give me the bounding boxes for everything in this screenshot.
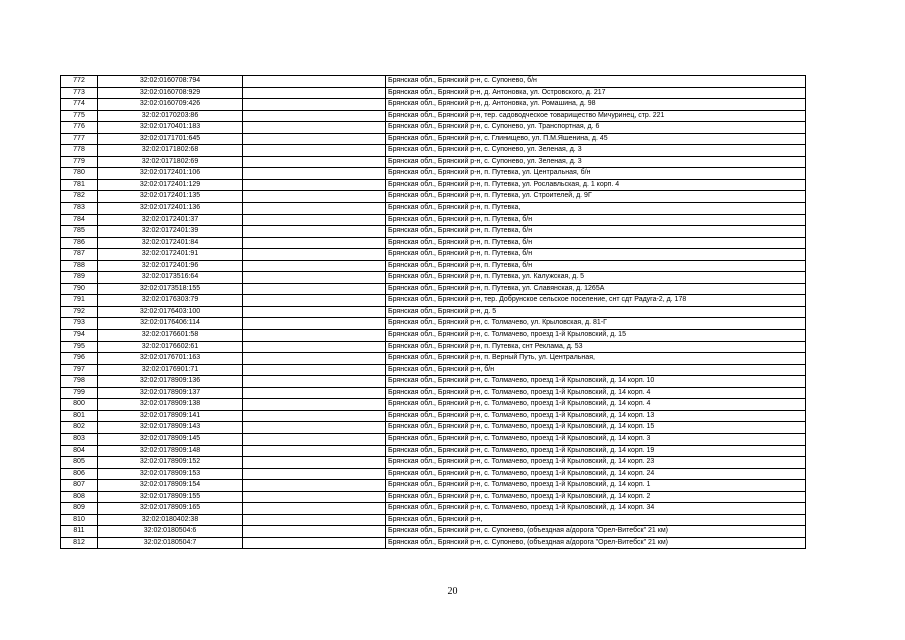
row-number-cell: 810 — [61, 514, 98, 526]
address-cell: Брянская обл., Брянский р-н, п. Путевка, б/н — [386, 226, 806, 238]
address-cell: Брянская обл., Брянский р-н, п. Путевка, б/н — [386, 260, 806, 272]
empty-cell — [243, 87, 386, 99]
empty-cell — [243, 422, 386, 434]
table-row — [61, 341, 806, 353]
table-row — [61, 457, 806, 469]
row-number-cell: 773 — [61, 87, 98, 99]
row-number-cell: 805 — [61, 457, 98, 469]
address-cell: Брянская обл., Брянский р-н, с. Супонево, ул. Транспортная, д. 6 — [386, 122, 806, 134]
row-number-cell: 786 — [61, 237, 98, 249]
address-cell: Брянская обл., Брянский р-н, п. Путевка, ул. Центральная, б/н — [386, 168, 806, 180]
table-row — [61, 283, 806, 295]
row-number-cell: 802 — [61, 422, 98, 434]
empty-cell — [243, 468, 386, 480]
cadastral-number-cell: 32:02:0180402:38 — [98, 514, 243, 526]
table-row — [61, 399, 806, 411]
empty-cell — [243, 191, 386, 203]
table-row — [61, 468, 806, 480]
address-cell: Брянская обл., Брянский р-н, с. Толмачево, проезд 1-й Крыловский, д. 14 корп. 4 — [386, 387, 806, 399]
table-row — [61, 237, 806, 249]
cadastral-number-cell: 32:02:0178909:153 — [98, 468, 243, 480]
cadastral-number-cell: 32:02:0178909:136 — [98, 376, 243, 388]
empty-cell — [243, 457, 386, 469]
cadastral-number-cell: 32:02:0172401:96 — [98, 260, 243, 272]
table-row — [61, 260, 806, 272]
table-row — [61, 526, 806, 538]
row-number-cell: 795 — [61, 341, 98, 353]
row-number-cell: 801 — [61, 410, 98, 422]
table-row — [61, 364, 806, 376]
table-row — [61, 295, 806, 307]
address-cell: Брянская обл., Брянский р-н, тер. Добрунское сельское поселение, снт сдт Радуга-2, д. 178 — [386, 295, 806, 307]
table-row — [61, 133, 806, 145]
address-cell: Брянская обл., Брянский р-н, п. Путевка, ул. Калужская, д. 5 — [386, 272, 806, 284]
row-number-cell: 775 — [61, 110, 98, 122]
table-row — [61, 272, 806, 284]
address-cell: Брянская обл., Брянский р-н, п. Путевка, б/н — [386, 214, 806, 226]
empty-cell — [243, 433, 386, 445]
cadastral-number-cell: 32:02:0171802:69 — [98, 156, 243, 168]
cadastral-number-cell: 32:02:0172401:129 — [98, 179, 243, 191]
table-row — [61, 110, 806, 122]
empty-cell — [243, 353, 386, 365]
address-cell: Брянская обл., Брянский р-н, п. Верный Путь, ул. Центральная, — [386, 353, 806, 365]
empty-cell — [243, 387, 386, 399]
table-row — [61, 330, 806, 342]
row-number-cell: 794 — [61, 330, 98, 342]
empty-cell — [243, 133, 386, 145]
cadastral-number-cell: 32:02:0173518:155 — [98, 283, 243, 295]
cadastral-number-cell: 32:02:0176701:163 — [98, 353, 243, 365]
address-cell: Брянская обл., Брянский р-н, с. Толмачево, ул. Крыловская, д. 81-Г — [386, 318, 806, 330]
row-number-cell: 784 — [61, 214, 98, 226]
table-row — [61, 410, 806, 422]
row-number-cell: 780 — [61, 168, 98, 180]
address-cell: Брянская обл., Брянский р-н, с. Толмачево, проезд 1-й Крыловский, д. 14 корп. 13 — [386, 410, 806, 422]
cadastral-number-cell: 32:02:0172401:84 — [98, 237, 243, 249]
empty-cell — [243, 203, 386, 215]
address-cell: Брянская обл., Брянский р-н, с. Супонево, (объездная а/дорога "Орел-Витебск" 21 км) — [386, 537, 806, 549]
cadastral-number-cell: 32:02:0178909:154 — [98, 480, 243, 492]
cadastral-number-cell: 32:02:0176601:58 — [98, 330, 243, 342]
empty-cell — [243, 260, 386, 272]
cadastral-number-cell: 32:02:0176602:61 — [98, 341, 243, 353]
address-cell: Брянская обл., Брянский р-н, б/н — [386, 364, 806, 376]
address-cell: Брянская обл., Брянский р-н, с. Супонево, ул. Зеленая, д. 3 — [386, 145, 806, 157]
empty-cell — [243, 330, 386, 342]
empty-cell — [243, 272, 386, 284]
empty-cell — [243, 226, 386, 238]
table-row — [61, 179, 806, 191]
row-number-cell: 792 — [61, 306, 98, 318]
empty-cell — [243, 318, 386, 330]
empty-cell — [243, 341, 386, 353]
table-row — [61, 76, 806, 88]
address-cell: Брянская обл., Брянский р-н, п. Путевка, — [386, 203, 806, 215]
table-row — [61, 122, 806, 134]
cadastral-number-cell: 32:02:0178909:138 — [98, 399, 243, 411]
cadastral-number-cell: 32:02:0160709:426 — [98, 99, 243, 111]
address-cell: Брянская обл., Брянский р-н, с. Супонево, (объездная а/дорога "Орел-Витебск" 21 км) — [386, 526, 806, 538]
empty-cell — [243, 283, 386, 295]
address-cell: Брянская обл., Брянский р-н, с. Супонево, б/н — [386, 76, 806, 88]
empty-cell — [243, 237, 386, 249]
table-row — [61, 306, 806, 318]
table-row — [61, 433, 806, 445]
row-number-cell: 779 — [61, 156, 98, 168]
page-number: 20 — [447, 586, 458, 597]
cadastral-number-cell: 32:02:0170401:183 — [98, 122, 243, 134]
cadastral-number-cell: 32:02:0172401:106 — [98, 168, 243, 180]
table-row — [61, 537, 806, 549]
address-cell: Брянская обл., Брянский р-н, с. Толмачево, проезд 1-й Крыловский, д. 14 корп. 3 — [386, 433, 806, 445]
row-number-cell: 799 — [61, 387, 98, 399]
empty-cell — [243, 526, 386, 538]
cadastral-number-cell: 32:02:0178909:137 — [98, 387, 243, 399]
row-number-cell: 789 — [61, 272, 98, 284]
row-number-cell: 777 — [61, 133, 98, 145]
address-cell: Брянская обл., Брянский р-н, с. Толмачево, проезд 1-й Крыловский, д. 14 корп. 10 — [386, 376, 806, 388]
address-cell: Брянская обл., Брянский р-н, д. Антоновка, ул. Ромашина, д. 98 — [386, 99, 806, 111]
address-cell: Брянская обл., Брянский р-н, с. Глинищево, ул. П.М.Яшенина, д. 45 — [386, 133, 806, 145]
address-cell: Брянская обл., Брянский р-н, п. Путевка, б/н — [386, 249, 806, 261]
cadastral-number-cell: 32:02:0172401:91 — [98, 249, 243, 261]
address-cell: Брянская обл., Брянский р-н, д. 5 — [386, 306, 806, 318]
empty-cell — [243, 514, 386, 526]
empty-cell — [243, 110, 386, 122]
cadastral-number-cell: 32:02:0176403:100 — [98, 306, 243, 318]
table-row — [61, 318, 806, 330]
cadastral-number-cell: 32:02:0178909:165 — [98, 503, 243, 515]
empty-cell — [243, 295, 386, 307]
row-number-cell: 798 — [61, 376, 98, 388]
row-number-cell: 807 — [61, 480, 98, 492]
row-number-cell: 791 — [61, 295, 98, 307]
row-number-cell: 793 — [61, 318, 98, 330]
table-row — [61, 491, 806, 503]
address-cell: Брянская обл., Брянский р-н, с. Толмачево, проезд 1-й Крыловский, д. 14 корп. 4 — [386, 399, 806, 411]
table-row — [61, 387, 806, 399]
row-number-cell: 803 — [61, 433, 98, 445]
table-row — [61, 514, 806, 526]
cadastral-number-cell: 32:02:0178909:155 — [98, 491, 243, 503]
empty-cell — [243, 445, 386, 457]
row-number-cell: 772 — [61, 76, 98, 88]
empty-cell — [243, 410, 386, 422]
address-cell: Брянская обл., Брянский р-н, тер. садоводческое товарищество Мичуринец, стр. 221 — [386, 110, 806, 122]
address-cell: Брянская обл., Брянский р-н, п. Путевка, ул. Строителей, д. 9Г — [386, 191, 806, 203]
row-number-cell: 800 — [61, 399, 98, 411]
cadastral-number-cell: 32:02:0172401:37 — [98, 214, 243, 226]
row-number-cell: 776 — [61, 122, 98, 134]
row-number-cell: 796 — [61, 353, 98, 365]
empty-cell — [243, 537, 386, 549]
address-cell: Брянская обл., Брянский р-н, с. Толмачево, проезд 1-й Крыловский, д. 14 корп. 19 — [386, 445, 806, 457]
row-number-cell: 785 — [61, 226, 98, 238]
row-number-cell: 809 — [61, 503, 98, 515]
table-row — [61, 503, 806, 515]
cadastral-number-cell: 32:02:0172401:136 — [98, 203, 243, 215]
row-number-cell: 787 — [61, 249, 98, 261]
address-cell: Брянская обл., Брянский р-н, с. Толмачево, проезд 1-й Крыловский, д. 14 корп. 23 — [386, 457, 806, 469]
table-row — [61, 87, 806, 99]
table-row — [61, 191, 806, 203]
cadastral-number-cell: 32:02:0160708:929 — [98, 87, 243, 99]
row-number-cell: 804 — [61, 445, 98, 457]
address-cell: Брянская обл., Брянский р-н, п. Путевка, б/н — [386, 237, 806, 249]
cadastral-number-cell: 32:02:0171701:645 — [98, 133, 243, 145]
address-cell: Брянская обл., Брянский р-н, с. Толмачево, проезд 1-й Крыловский, д. 14 корп. 1 — [386, 480, 806, 492]
cadastral-number-cell: 32:02:0178909:141 — [98, 410, 243, 422]
table-row — [61, 99, 806, 111]
cadastral-number-cell: 32:02:0176406:114 — [98, 318, 243, 330]
row-number-cell: 783 — [61, 203, 98, 215]
row-number-cell: 808 — [61, 491, 98, 503]
cadastral-number-cell: 32:02:0176303:79 — [98, 295, 243, 307]
empty-cell — [243, 156, 386, 168]
empty-cell — [243, 168, 386, 180]
empty-cell — [243, 306, 386, 318]
row-number-cell: 782 — [61, 191, 98, 203]
table-row — [61, 480, 806, 492]
row-number-cell: 788 — [61, 260, 98, 272]
cadastral-number-cell: 32:02:0160708:794 — [98, 76, 243, 88]
empty-cell — [243, 179, 386, 191]
address-cell: Брянская обл., Брянский р-н, п. Путевка, ул. Славянская, д. 1265А — [386, 283, 806, 295]
cadastral-number-cell: 32:02:0178909:145 — [98, 433, 243, 445]
row-number-cell: 774 — [61, 99, 98, 111]
row-number-cell: 790 — [61, 283, 98, 295]
empty-cell — [243, 503, 386, 515]
address-cell: Брянская обл., Брянский р-н, д. Антоновка, ул. Островского, д. 217 — [386, 87, 806, 99]
address-cell: Брянская обл., Брянский р-н, с. Толмачево, проезд 1-й Крыловский, д. 14 корп. 15 — [386, 422, 806, 434]
table-row — [61, 376, 806, 388]
empty-cell — [243, 145, 386, 157]
table-row — [61, 422, 806, 434]
address-cell: Брянская обл., Брянский р-н, п. Путевка, снт Реклама, д. 53 — [386, 341, 806, 353]
empty-cell — [243, 376, 386, 388]
empty-cell — [243, 364, 386, 376]
property-list-table — [60, 75, 806, 549]
empty-cell — [243, 249, 386, 261]
address-cell: Брянская обл., Брянский р-н, с. Супонево, ул. Зеленая, д. 3 — [386, 156, 806, 168]
row-number-cell: 778 — [61, 145, 98, 157]
address-cell: Брянская обл., Брянский р-н, п. Путевка, ул. Рославльская, д. 1 корп. 4 — [386, 179, 806, 191]
table-row — [61, 168, 806, 180]
cadastral-number-cell: 32:02:0173516:64 — [98, 272, 243, 284]
cadastral-number-cell: 32:02:0172401:135 — [98, 191, 243, 203]
row-number-cell: 812 — [61, 537, 98, 549]
address-cell: Брянская обл., Брянский р-н, с. Толмачево, проезд 1-й Крыловский, д. 14 корп. 24 — [386, 468, 806, 480]
address-cell: Брянская обл., Брянский р-н, с. Толмачево, проезд 1-й Крыловский, д. 14 корп. 2 — [386, 491, 806, 503]
table-row — [61, 249, 806, 261]
empty-cell — [243, 76, 386, 88]
cadastral-number-cell: 32:02:0180504:7 — [98, 537, 243, 549]
table-row — [61, 445, 806, 457]
empty-cell — [243, 399, 386, 411]
table-row — [61, 156, 806, 168]
table-body — [61, 76, 806, 549]
empty-cell — [243, 214, 386, 226]
table-row — [61, 353, 806, 365]
cadastral-number-cell: 32:02:0178909:152 — [98, 457, 243, 469]
cadastral-number-cell: 32:02:0170203:86 — [98, 110, 243, 122]
cadastral-number-cell: 32:02:0178909:143 — [98, 422, 243, 434]
cadastral-number-cell: 32:02:0178909:148 — [98, 445, 243, 457]
cadastral-number-cell: 32:02:0172401:39 — [98, 226, 243, 238]
row-number-cell: 811 — [61, 526, 98, 538]
table-row — [61, 226, 806, 238]
row-number-cell: 806 — [61, 468, 98, 480]
empty-cell — [243, 491, 386, 503]
cadastral-number-cell: 32:02:0176901:71 — [98, 364, 243, 376]
table-row — [61, 145, 806, 157]
empty-cell — [243, 99, 386, 111]
table-row — [61, 203, 806, 215]
address-cell: Брянская обл., Брянский р-н, с. Толмачево, проезд 1-й Крыловский, д. 14 корп. 34 — [386, 503, 806, 515]
row-number-cell: 781 — [61, 179, 98, 191]
address-cell: Брянская обл., Брянский р-н, — [386, 514, 806, 526]
row-number-cell: 797 — [61, 364, 98, 376]
address-cell: Брянская обл., Брянский р-н, с. Толмачево, проезд 1-й Крыловский, д. 15 — [386, 330, 806, 342]
table-row — [61, 214, 806, 226]
empty-cell — [243, 122, 386, 134]
empty-cell — [243, 480, 386, 492]
cadastral-number-cell: 32:02:0180504:6 — [98, 526, 243, 538]
cadastral-number-cell: 32:02:0171802:68 — [98, 145, 243, 157]
